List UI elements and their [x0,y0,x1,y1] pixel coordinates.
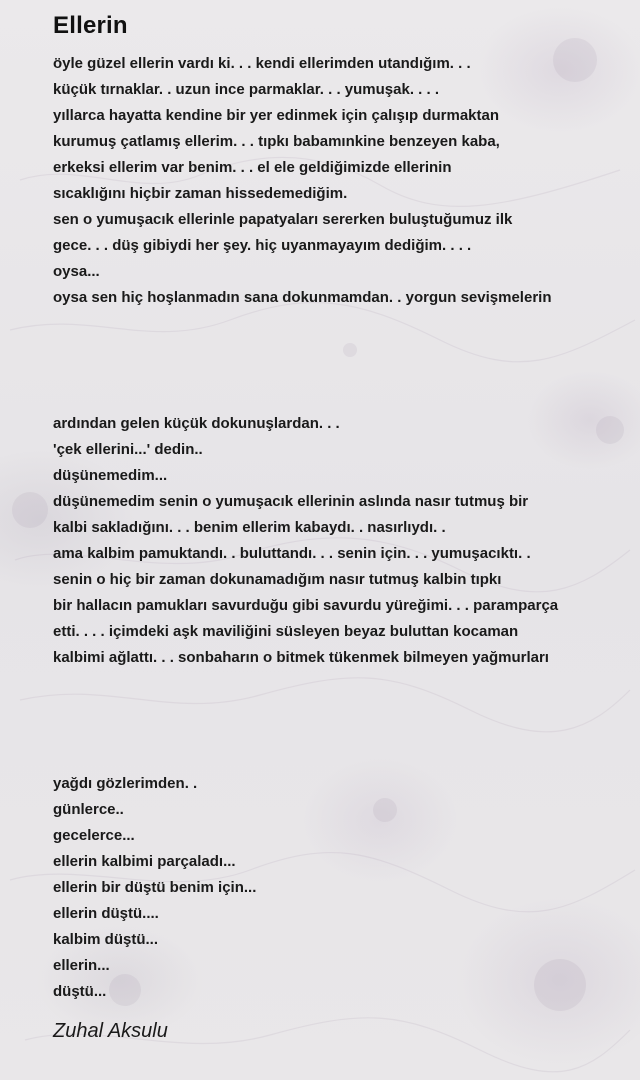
poem-line: oysa... [53,263,100,280]
poem-line: senin o hiç bir zaman dokunamadığım nasır tutmuş kalbin tıpkı [53,571,502,588]
poem-line: küçük tırnaklar. . uzun ince parmaklar. . . yumuşak. . . . [53,81,439,98]
poem-line: gecelerce... [53,827,135,844]
poem-line: ardından gelen küçük dokunuşlardan. . . [53,415,340,432]
poem-author: Zuhal Aksulu [53,1020,168,1042]
poem-line: bir hallacın pamukları savurduğu gibi savurdu yüreğimi. . . paramparça [53,597,559,614]
poem-line: kalbim düştü... [53,931,159,948]
poem-line: kurumuş çatlamış ellerim. . . tıpkı babamınkine benzeyen kaba, [53,133,500,150]
poem-line: düşünemedim... [53,467,168,484]
poem-line: sen o yumuşacık ellerinle papatyaları sererken buluştuğumuz ilk [53,211,513,228]
poem-line: günlerce.. [53,801,124,818]
poem-line: yıllarca hayatta kendine bir yer edinmek için çalışıp durmaktan [53,107,500,124]
poem-line: düştü... [53,983,107,1000]
poem-line: erkeksi ellerim var benim. . . el ele geldiğimizde ellerinin [53,159,452,176]
ink-splatter [534,959,586,1011]
ink-splatter [553,38,597,82]
poem-line: etti. . . . içimdeki aşk maviliğini süsleyen beyaz buluttan kocaman [53,623,519,640]
handwriting-scribble [10,303,635,362]
poem-line: öyle güzel ellerin vardı ki. . . kendi ellerimden utandığım. . . [53,55,471,72]
poem-line: ellerin kalbimi parçaladı... [53,853,236,870]
poem-line: ellerin... [53,957,110,974]
poem-line: kalbimi ağlattı. . . sonbaharın o bitmek tükenmek bilmeyen yağmurları [53,649,549,666]
poem-line: 'çek ellerini...' dedin.. [53,441,203,458]
poem-line: oysa sen hiç hoşlanmadın sana dokunmamdan. . yorgun sevişmelerin [53,289,552,306]
poem-line: ellerin düştü.... [53,905,159,922]
poem-line: sıcaklığını hiçbir zaman hissedemediğim. [53,185,348,202]
ink-splatter [12,492,48,528]
poem-line: ellerin bir düştü benim için... [53,879,257,896]
poem-line: kalbi sakladığını. . . benim ellerim kabaydı. . nasırlıydı. . [53,519,446,536]
ink-splatter [343,343,357,357]
poem-title: Ellerin [53,12,128,39]
poem-line: gece. . . düş gibiydi her şey. hiç uyanmayayım dediğim. . . . [53,237,472,254]
ink-splatter [596,416,624,444]
ink-splatter [109,974,141,1006]
handwriting-scribble [20,678,630,732]
poem-line: ama kalbim pamuktandı. . buluttandı. . . senin için. . . yumuşacıktı. . [53,545,531,562]
ink-splatter [373,798,397,822]
poem-line: yağdı gözlerimden. . [53,775,198,792]
poem-line: düşünemedim senin o yumuşacık ellerinin aslında nasır tutmuş bir [53,493,529,510]
